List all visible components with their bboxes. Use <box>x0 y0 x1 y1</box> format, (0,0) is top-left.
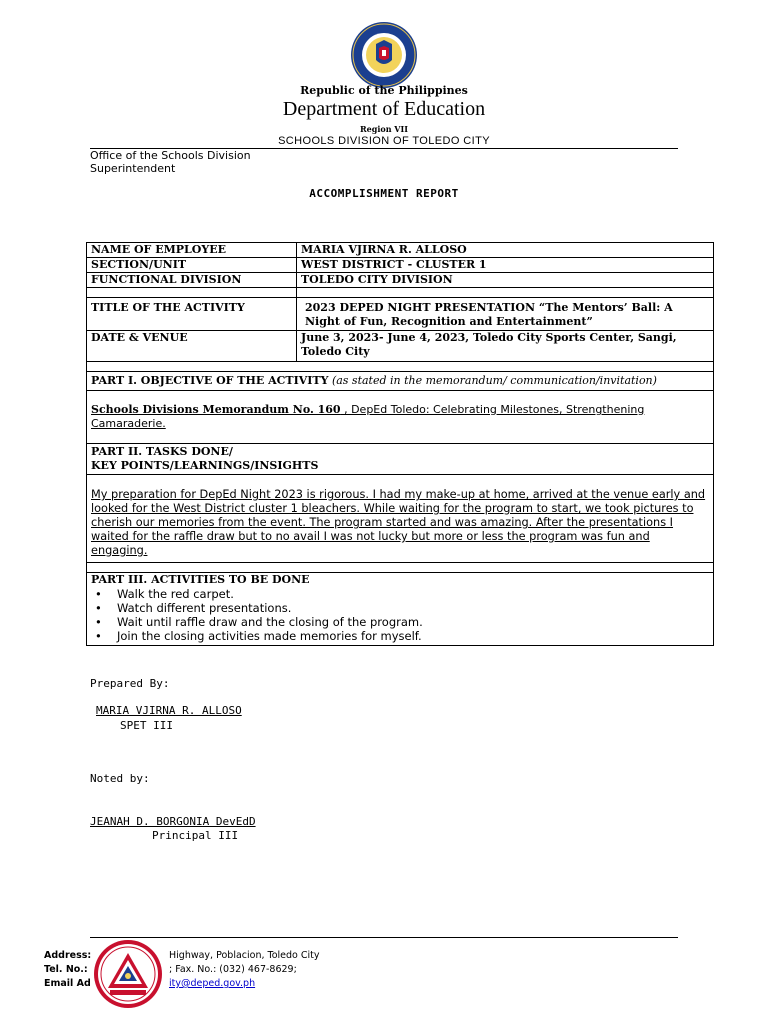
part1-heading-cell <box>87 372 714 391</box>
section-row <box>87 258 714 273</box>
part3-heading: PART III. ACTIVITIES TO BE DONE <box>91 573 310 586</box>
part2-body-text: My preparation for DepEd Night 2023 is rigorous. I had my make-up at home, arrived at the venue early and looked for the West District cluster 1 bleachers. While waiting for the program to start, we took pictures to cherish our memories from the event. The program started and was amazing. After the presentations I waited for the raffle draw but to no avail I was not lucky but more or less the program was fun and engaging. <box>91 488 706 557</box>
part3-cell <box>87 573 714 646</box>
part1-body-cell <box>87 391 714 444</box>
division-seal-icon <box>92 938 164 1010</box>
employee-label: NAME OF EMPLOYEE <box>87 243 297 258</box>
part2-body-row <box>87 475 714 563</box>
part2-heading-row <box>87 444 714 475</box>
activity-title-row <box>87 298 714 331</box>
email-link[interactable]: ity@deped.gov.ph <box>169 978 256 989</box>
functional-value: TOLEDO CITY DIVISION <box>297 273 714 288</box>
functional-label: FUNCTIONAL DIVISION <box>87 273 297 288</box>
department-heading: Department of Education <box>282 98 486 120</box>
memo-number: Schools Divisions Memorandum No. 160 <box>91 403 341 416</box>
email-label: Email Ad <box>44 978 91 989</box>
noted-by-position: Principal III <box>152 829 239 842</box>
report-title: ACCOMPLISHMENT REPORT <box>309 187 459 200</box>
list-item: • Wait until raffle draw and the closing of the program. <box>117 615 709 629</box>
report-table <box>86 242 714 646</box>
part2-body-cell <box>87 475 714 563</box>
email-line <box>44 978 256 989</box>
part2-heading-line1: PART II. TASKS DONE/ <box>91 445 233 458</box>
functional-row <box>87 273 714 288</box>
division-heading: SCHOOLS DIVISION OF TOLEDO CITY <box>278 135 490 147</box>
prepared-by-position: SPET III <box>120 719 173 732</box>
section-label: SECTION/UNIT <box>87 258 297 273</box>
office-label: Office of the Schools Division Superintendent <box>90 149 251 175</box>
date-venue-row <box>87 331 714 362</box>
part1-heading: PART I. OBJECTIVE OF THE ACTIVITY <box>91 374 329 387</box>
footer-divider <box>90 937 678 938</box>
list-item: • Join the closing activities made memories for myself. <box>117 629 709 643</box>
section-value: WEST DISTRICT - CLUSTER 1 <box>297 258 714 273</box>
tel-line <box>44 964 297 975</box>
address-line <box>44 950 320 961</box>
list-item: • Walk the red carpet. <box>117 587 709 601</box>
region-heading: Region VII <box>360 124 408 134</box>
prepared-by-label: Prepared By: <box>90 677 170 690</box>
noted-by-label: Noted by: <box>90 772 150 785</box>
list-item: • Watch different presentations. <box>117 601 709 615</box>
republic-heading: Republic of the Philippines <box>300 84 468 97</box>
noted-by-name: JEANAH D. BORGONIA DevEdD <box>90 815 256 828</box>
part1-heading-row <box>87 372 714 391</box>
memo-description: , DepEd Toledo: Celebrating Milestones, Strengthening Camaraderie. <box>91 403 645 430</box>
activities-list <box>91 587 709 643</box>
activity-title-label: TITLE OF THE ACTIVITY <box>87 298 297 331</box>
date-venue-value: June 3, 2023- June 4, 2023, Toledo City Sports Center, Sangi, Toledo City <box>297 331 714 362</box>
address-label: Address: <box>44 950 92 961</box>
date-venue-label: DATE & VENUE <box>87 331 297 362</box>
address-value: Highway, Poblacion, Toledo City <box>169 950 320 961</box>
tel-label: Tel. No.: <box>44 964 88 975</box>
spacer-row <box>87 563 714 573</box>
part1-body-row <box>87 391 714 444</box>
spacer-row <box>87 362 714 372</box>
part3-row <box>87 573 714 646</box>
deped-seal-icon <box>349 20 419 90</box>
employee-row <box>87 243 714 258</box>
part2-heading-cell <box>87 444 714 475</box>
part2-heading-line2: KEY POINTS/LEARNINGS/INSIGHTS <box>91 459 319 472</box>
fax-text: ; Fax. No.: (032) 467-8629; <box>169 964 297 975</box>
prepared-by-name: MARIA VJIRNA R. ALLOSO <box>96 704 242 717</box>
part1-note: (as stated in the memorandum/ communication/invitation) <box>331 374 657 387</box>
employee-value: MARIA VJIRNA R. ALLOSO <box>297 243 714 258</box>
spacer-row <box>87 288 714 298</box>
activity-title-value: 2023 DEPED NIGHT PRESENTATION “The Mentors’ Ball: A Night of Fun, Recognition and Entertainment” <box>297 298 714 331</box>
